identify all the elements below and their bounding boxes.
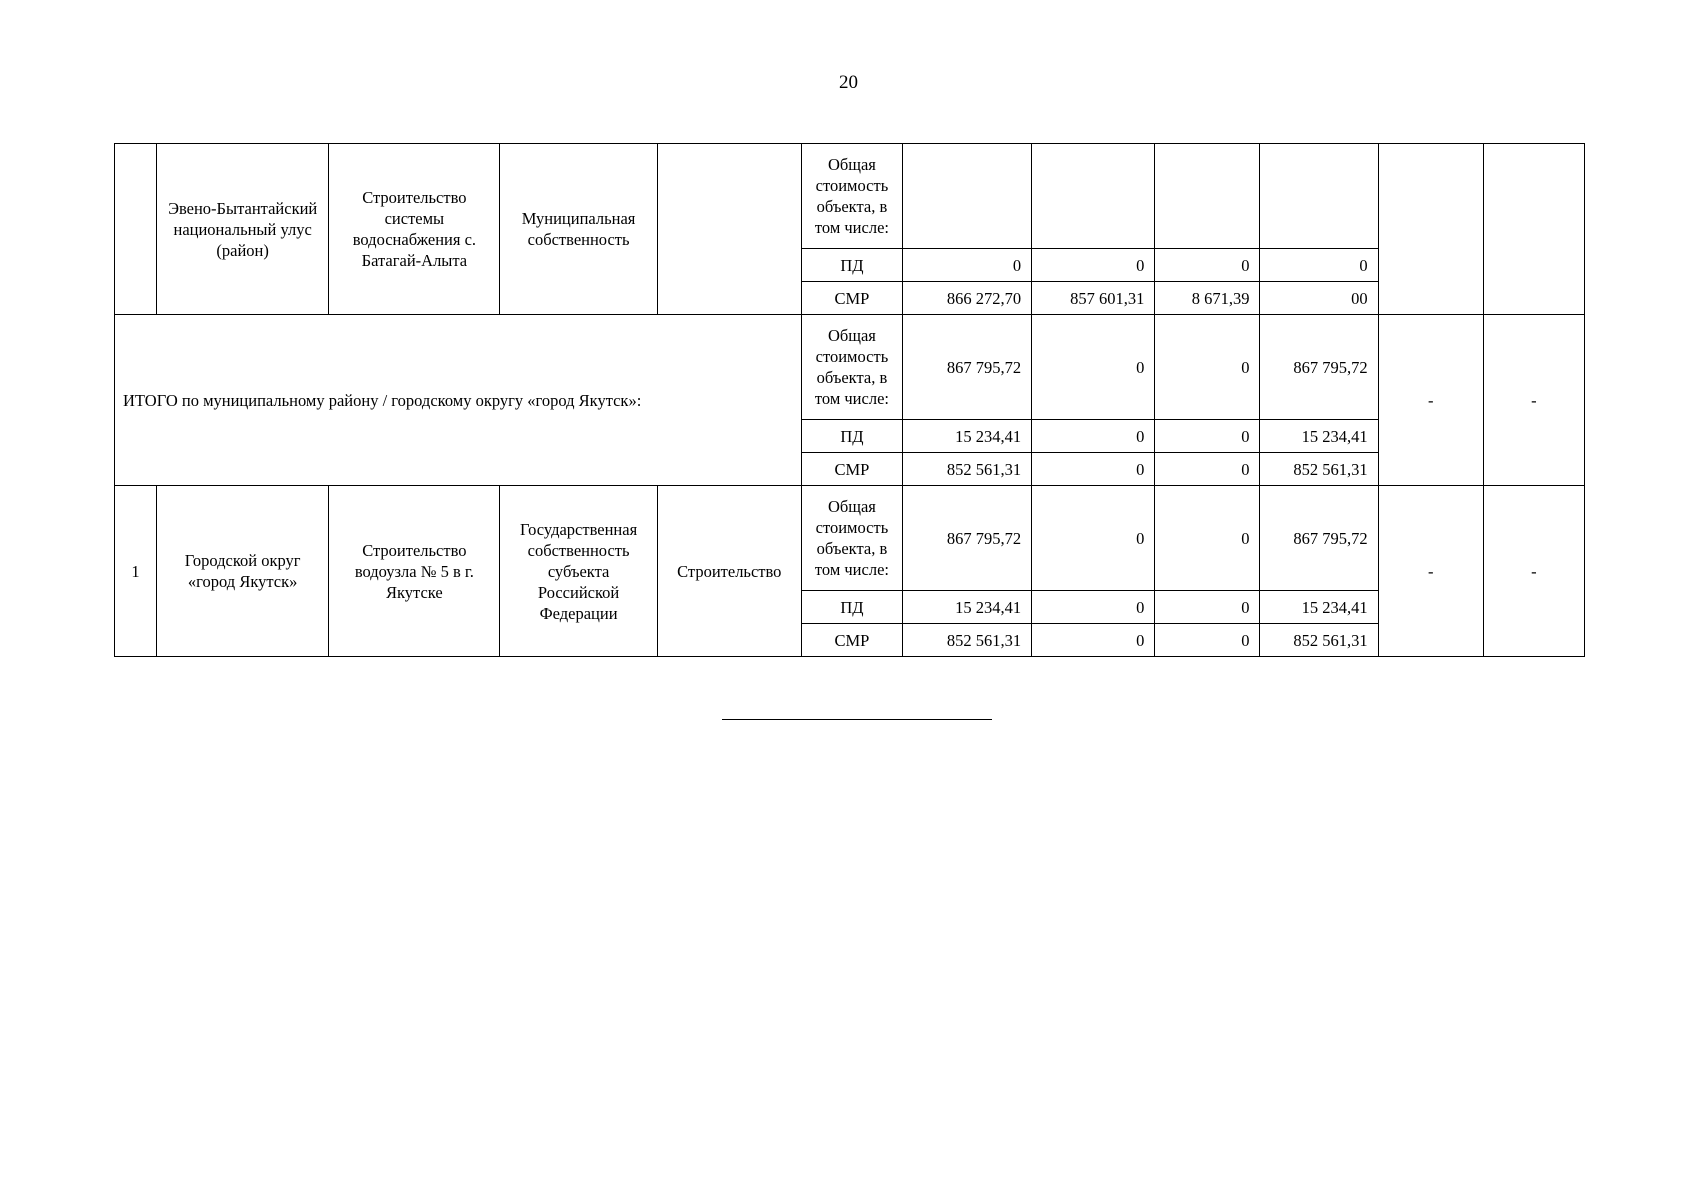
value-cell: 852 561,31: [1260, 453, 1378, 486]
object-cell: Строительство водоузла № 5 в г. Якутске: [329, 486, 500, 657]
value-cell: 0: [1032, 315, 1155, 420]
extra-cell: [1378, 144, 1483, 315]
total-cost-label: Общая стоимость объекта, в том числе:: [801, 486, 902, 591]
value-cell: 0: [1155, 420, 1260, 453]
value-cell: 0: [1155, 624, 1260, 657]
extra-cell: -: [1378, 486, 1483, 657]
table-row: [115, 486, 1585, 591]
pd-label: ПД: [801, 420, 902, 453]
pd-label: ПД: [801, 249, 902, 282]
extra-cell: [1483, 144, 1584, 315]
row-number-cell: [115, 144, 157, 315]
value-cell: 0: [1032, 249, 1155, 282]
value-cell: 00: [1260, 282, 1378, 315]
work-type-cell: Строительство: [657, 486, 801, 657]
district-cell: Городской округ «город Якутск»: [157, 486, 329, 657]
ownership-cell: Муниципальная собственность: [500, 144, 657, 315]
end-of-document-rule: [722, 719, 992, 720]
value-cell: 852 561,31: [1260, 624, 1378, 657]
extra-cell: -: [1378, 315, 1483, 486]
value-cell: 8 671,39: [1155, 282, 1260, 315]
extra-cell: -: [1483, 486, 1584, 657]
value-cell: [1260, 144, 1378, 249]
value-cell: 0: [1032, 453, 1155, 486]
value-cell: 0: [1032, 624, 1155, 657]
value-cell: 866 272,70: [903, 282, 1032, 315]
investment-table: [114, 143, 1585, 657]
value-cell: [1032, 144, 1155, 249]
value-cell: 15 234,41: [903, 420, 1032, 453]
value-cell: 867 795,72: [1260, 315, 1378, 420]
value-cell: 0: [1155, 591, 1260, 624]
row-number-cell: 1: [115, 486, 157, 657]
total-cost-label: Общая стоимость объекта, в том числе:: [801, 144, 902, 249]
value-cell: 0: [1155, 249, 1260, 282]
table-row: [115, 315, 1585, 420]
value-cell: 852 561,31: [903, 624, 1032, 657]
value-cell: 857 601,31: [1032, 282, 1155, 315]
value-cell: 0: [1155, 315, 1260, 420]
value-cell: 867 795,72: [1260, 486, 1378, 591]
value-cell: 0: [1155, 453, 1260, 486]
value-cell: 852 561,31: [903, 453, 1032, 486]
value-cell: [1155, 144, 1260, 249]
extra-cell: -: [1483, 315, 1584, 486]
value-cell: 0: [1032, 486, 1155, 591]
value-cell: 0: [903, 249, 1032, 282]
table-row: [115, 144, 1585, 249]
total-row-label: ИТОГО по муниципальному району / городскому округу «город Якутск»:: [115, 315, 802, 486]
ownership-cell: Государственная собственность субъекта Российской Федерации: [500, 486, 657, 657]
total-cost-label: Общая стоимость объекта, в том числе:: [801, 315, 902, 420]
value-cell: 867 795,72: [903, 486, 1032, 591]
value-cell: 0: [1032, 420, 1155, 453]
page-number: 20: [839, 72, 858, 93]
pd-label: ПД: [801, 591, 902, 624]
value-cell: 15 234,41: [903, 591, 1032, 624]
object-cell: Строительство системы водоснабжения с. Батагай-Алыта: [329, 144, 500, 315]
smr-label: СМР: [801, 624, 902, 657]
value-cell: 15 234,41: [1260, 591, 1378, 624]
value-cell: 0: [1155, 486, 1260, 591]
smr-label: СМР: [801, 453, 902, 486]
value-cell: 867 795,72: [903, 315, 1032, 420]
value-cell: 0: [1260, 249, 1378, 282]
value-cell: 0: [1032, 591, 1155, 624]
district-cell: Эвено-Бытантайский национальный улус (район): [157, 144, 329, 315]
value-cell: 15 234,41: [1260, 420, 1378, 453]
value-cell: [903, 144, 1032, 249]
smr-label: СМР: [801, 282, 902, 315]
work-type-cell: [657, 144, 801, 315]
